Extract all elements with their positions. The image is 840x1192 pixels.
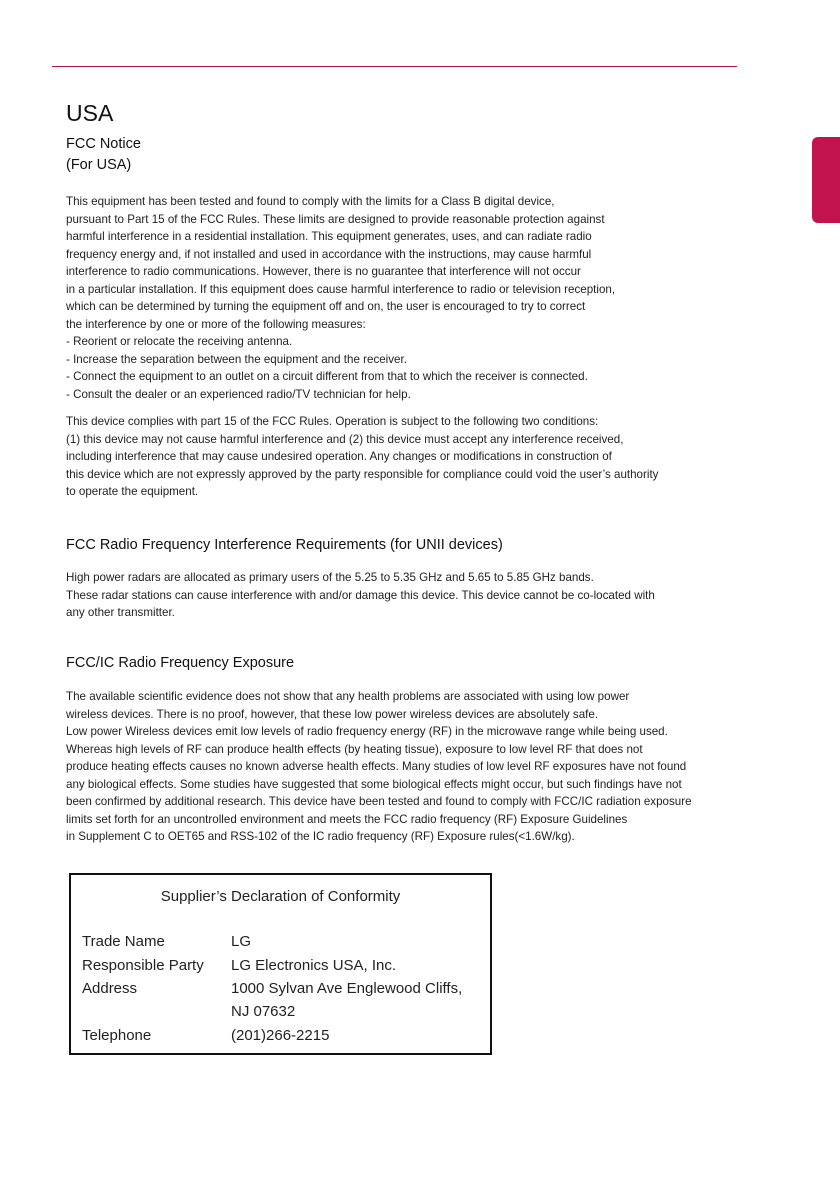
text-line: produce heating effects causes no known adverse health effects. Many studies of low level RF exposures have not found bbox=[66, 760, 687, 773]
trade-name-label: Trade Name bbox=[82, 933, 165, 950]
responsible-party-value: LG Electronics USA, Inc. bbox=[231, 957, 397, 974]
text-line: - Increase the separation between the equipment and the receiver. bbox=[66, 352, 407, 366]
supplier-declaration-box bbox=[69, 873, 492, 1055]
text-line: Low power Wireless devices emit low levels of radio frequency energy (RF) in the microwave range while being used. bbox=[66, 725, 668, 738]
text-line: in Supplement C to OET65 and RSS-102 of the IC radio frequency (RF) Exposure rules(<1.6W/kg). bbox=[66, 830, 575, 843]
header-rule bbox=[52, 66, 737, 67]
text-line: pursuant to Part 15 of the FCC Rules. These limits are designed to provide reasonable protection against bbox=[66, 212, 605, 226]
text-line: any other transmitter. bbox=[66, 606, 175, 619]
text-line: been confirmed by additional research. This device have been tested and found to comply with FCC/IC radiation exposure bbox=[66, 795, 692, 808]
text-line: this device which are not expressly approved by the party responsible for compliance could void the user’s authority bbox=[66, 467, 659, 481]
text-line: frequency energy and, if not installed and used in accordance with the instructions, may cause harmful bbox=[66, 247, 592, 261]
text-line: This equipment has been tested and found to comply with the limits for a Class B digital device, bbox=[66, 195, 555, 208]
fcc-notice-subheading: (For USA) bbox=[66, 157, 132, 173]
text-line: which can be determined by turning the equipment off and on, the user is encouraged to try to correct bbox=[66, 300, 586, 313]
text-line: including interference that may cause undesired operation. Any changes or modifications in construction of bbox=[66, 450, 612, 463]
rf-exposure-paragraph bbox=[66, 688, 766, 846]
text-line: any biological effects. Some studies have suggested that some biological effects might occur, but such findings have not bbox=[66, 777, 682, 791]
fcc-notice-paragraph-2 bbox=[66, 413, 766, 501]
telephone-value: (201)266-2215 bbox=[231, 1027, 330, 1044]
text-line: These radar stations can cause interference with and/or damage this device. This device cannot be co-located with bbox=[66, 588, 655, 602]
text-line: (1) this device may not cause harmful interference and (2) this device must accept any interference received, bbox=[66, 432, 624, 446]
trade-name-value: LG bbox=[231, 933, 252, 950]
text-line: wireless devices. There is no proof, however, that these low power wireless devices are absolutely safe. bbox=[66, 707, 599, 721]
text-line: Whereas high levels of RF can produce health effects (by heating tissue), exposure to low level RF that does not bbox=[66, 742, 643, 756]
unii-heading: FCC Radio Frequency Interference Requirements (for UNII devices) bbox=[66, 537, 503, 553]
fcc-notice-paragraph-1 bbox=[66, 193, 766, 403]
text-line: interference to radio communications. However, there is no guarantee that interference will not occur bbox=[66, 265, 581, 278]
supplier-declaration-title: Supplier’s Declaration of Conformity bbox=[160, 888, 401, 905]
text-line: the interference by one or more of the following measures: bbox=[66, 317, 366, 331]
page-title: USA bbox=[66, 100, 114, 126]
telephone-label: Telephone bbox=[82, 1027, 152, 1044]
text-line: - Connect the equipment to an outlet on a circuit different from that to which the receiver is connected. bbox=[66, 370, 588, 383]
text-line: to operate the equipment. bbox=[66, 485, 199, 498]
address-line-1: 1000 Sylvan Ave Englewood Cliffs, bbox=[231, 980, 463, 997]
text-line: harmful interference in a residential installation. This equipment generates, uses, and can radiate radio bbox=[66, 230, 592, 243]
text-line: - Consult the dealer or an experienced radio/TV technician for help. bbox=[66, 387, 411, 401]
text-line: This device complies with part 15 of the FCC Rules. Operation is subject to the following two conditions: bbox=[66, 415, 599, 428]
text-line: limits set forth for an uncontrolled environment and meets the FCC radio frequency (RF) Exposure Guidelines bbox=[66, 812, 628, 826]
text-line: - Reorient or relocate the receiving antenna. bbox=[66, 335, 293, 348]
unii-paragraph bbox=[66, 569, 766, 622]
text-line: in a particular installation. If this equipment does cause harmful interference to radio or television reception, bbox=[66, 282, 616, 296]
rf-exposure-heading: FCC/IC Radio Frequency Exposure bbox=[66, 655, 295, 671]
text-line: The available scientific evidence does not show that any health problems are associated with using low power bbox=[66, 690, 630, 703]
responsible-party-label: Responsible Party bbox=[82, 957, 204, 974]
address-label: Address bbox=[82, 980, 138, 997]
fcc-notice-heading: FCC Notice bbox=[66, 136, 141, 152]
language-side-tab bbox=[812, 137, 840, 223]
address-line-2: NJ 07632 bbox=[231, 1003, 296, 1020]
text-line: High power radars are allocated as primary users of the 5.25 to 5.35 GHz and 5.65 to 5.85 GHz bands. bbox=[66, 571, 594, 584]
